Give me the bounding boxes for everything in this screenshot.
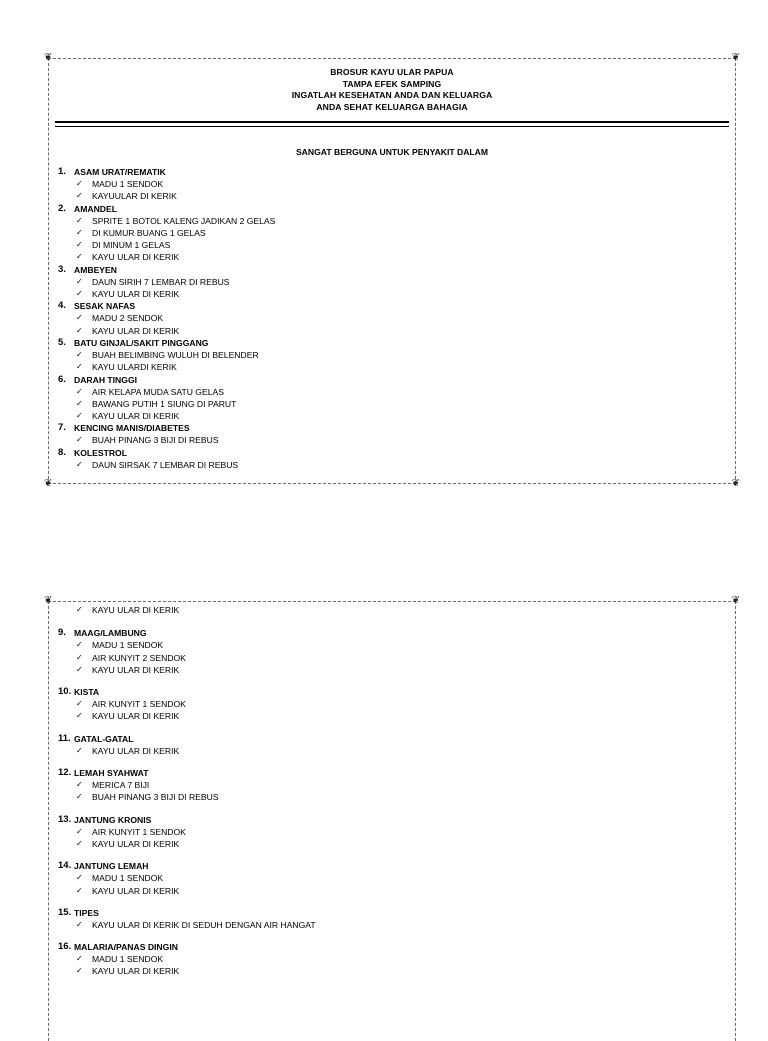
ailment-title (58, 166, 735, 178)
ailment-item (58, 860, 735, 897)
ailment-title (58, 627, 735, 639)
checkmark-icon: ✓ (76, 215, 83, 225)
checkmark-icon: ✓ (76, 605, 83, 614)
remedy-step (58, 386, 735, 398)
section-subtitle: SANGAT BERGUNA UNTUK PENYAKIT DALAM (295, 147, 489, 157)
checkmark-icon: ✓ (76, 289, 83, 299)
checkmark-icon: ✓ (76, 711, 83, 721)
corner-ornament-icon: ❦ (731, 478, 740, 489)
ailment-number: 9. (58, 627, 66, 639)
ailment-item (58, 941, 735, 978)
ailment-title (58, 264, 735, 276)
ailment-title (58, 941, 735, 953)
remedy-step-text: DI KUMUR BUANG 1 GELAS (92, 227, 206, 238)
remedy-step-text: MADU 1 SENDOK (92, 179, 164, 189)
ailment-item (58, 337, 735, 374)
remedy-step (58, 698, 735, 710)
heading-line: BROSUR KAYU ULAR PAPUA (330, 67, 454, 77)
remedy-step (58, 178, 735, 190)
remedy-step (58, 965, 735, 977)
remedy-step-text: BUAH PINANG 3 BIJI DI REBUS (92, 792, 219, 803)
remedy-step (58, 885, 735, 897)
remedy-step-text: KAYU ULAR DI KERIK (92, 252, 180, 263)
checkmark-icon: ✓ (76, 179, 83, 188)
remedy-step-text: KAYU ULAR DI KERIK (92, 885, 180, 896)
remedy-step (58, 227, 735, 239)
checkmark-icon: ✓ (76, 885, 83, 895)
ailment-number: 1. (58, 166, 66, 177)
heading-divider (55, 121, 729, 127)
corner-ornament-icon: ❦ (731, 52, 740, 63)
brochure-page-2 (44, 595, 740, 1041)
checkmark-icon: ✓ (76, 191, 83, 201)
remedy-step (58, 398, 735, 410)
checkmark-icon: ✓ (76, 873, 83, 883)
remedy-step-text: SPRITE 1 BOTOL KALENG JADIKAN 2 GELAS (92, 215, 276, 226)
ailment-title-text: AMBEYEN (74, 264, 117, 275)
ailment-title (58, 733, 735, 745)
remedy-step-text: KAYU ULAR DI KERIK (92, 711, 180, 722)
checkmark-icon: ✓ (76, 362, 83, 372)
remedy-step (58, 919, 735, 931)
ailment-number: 7. (58, 422, 66, 434)
ailment-number: 11. (58, 732, 71, 744)
checkmark-icon: ✓ (76, 792, 83, 802)
checkmark-icon: ✓ (76, 664, 83, 674)
ailment-title-text: GATAL-GATAL (74, 733, 134, 744)
ailment-title (58, 203, 735, 215)
ailment-item (58, 733, 735, 757)
ailment-item (58, 300, 735, 337)
ailment-item (58, 374, 735, 423)
remedy-step (58, 288, 735, 300)
remedy-step (58, 361, 735, 373)
checkmark-icon: ✓ (76, 411, 83, 421)
remedy-step (58, 215, 735, 227)
checkmark-icon: ✓ (76, 240, 83, 250)
checkmark-icon: ✓ (76, 919, 83, 929)
remedy-step (58, 745, 735, 757)
remedy-step (58, 459, 735, 471)
ailment-item (58, 686, 735, 723)
remedy-step (58, 410, 735, 422)
ailment-number: 8. (58, 446, 66, 458)
remedy-step (58, 953, 735, 965)
ailment-title-text: MAAG/LAMBUNG (74, 628, 147, 639)
checkmark-icon: ✓ (76, 398, 83, 408)
remedy-step-text: MADU 1 SENDOK (92, 640, 164, 651)
remedy-step (58, 779, 735, 791)
brochure-heading (49, 67, 735, 113)
remedy-step-text: KAYU ULAR DI KERIK (92, 745, 180, 756)
checkmark-icon: ✓ (76, 826, 83, 836)
ailment-title (58, 300, 735, 312)
ailment-item (58, 447, 735, 471)
remedy-step (58, 652, 735, 664)
checkmark-icon: ✓ (76, 349, 83, 359)
ailment-item (58, 907, 735, 931)
remedy-step-text: DAUN SIRIH 7 LEMBAR DI REBUS (92, 276, 230, 287)
remedy-step (58, 190, 735, 202)
ailment-title (58, 337, 735, 349)
ailment-title (58, 686, 735, 698)
checkmark-icon: ✓ (76, 252, 83, 262)
remedy-step (58, 604, 735, 616)
checkmark-icon: ✓ (76, 325, 83, 335)
corner-ornament-icon: ❦ (731, 595, 740, 606)
checkmark-icon: ✓ (76, 276, 83, 286)
remedy-step-text: AIR KELAPA MUDA SATU GELAS (92, 386, 224, 397)
remedy-step-text: KAYUULAR DI KERIK (92, 191, 177, 202)
ailment-list (58, 604, 735, 978)
remedy-step-text: BUAH BELIMBING WULUH DI BELENDER (92, 349, 259, 360)
ailment-number: 10. (58, 686, 72, 698)
ailment-title-text: KISTA (74, 687, 100, 698)
checkmark-icon: ✓ (76, 838, 83, 848)
remedy-step-text: DAUN SIRSAK 7 LEMBAR DI REBUS (92, 459, 239, 470)
remedy-step (58, 838, 735, 850)
remedy-step (58, 434, 735, 446)
ailment-number: 3. (58, 263, 66, 275)
remedy-step (58, 325, 735, 337)
checkmark-icon: ✓ (76, 780, 83, 790)
remedy-step-text: KAYU ULAR DI KERIK (92, 664, 180, 675)
ailment-number: 16. (58, 941, 72, 953)
checkmark-icon: ✓ (76, 699, 83, 709)
remedy-step-text: AIR KUNYIT 2 SENDOK (92, 652, 186, 663)
checkmark-icon: ✓ (76, 386, 83, 396)
ailment-item (58, 264, 735, 301)
ailment-item (58, 203, 735, 264)
heading-line: TAMPA EFEK SAMPING (342, 78, 442, 89)
corner-ornament-icon: ❦ (44, 595, 53, 606)
remedy-step-text: KAYU ULAR DI KERIK DI SEDUH DENGAN AIR HANGAT (92, 919, 316, 930)
heading-line: INGATLAH KESEHATAN ANDA DAN KELUARGA (291, 90, 493, 100)
corner-ornament-icon: ❦ (44, 478, 53, 489)
remedy-step-text: MADU 2 SENDOK (92, 313, 164, 324)
ailment-title (58, 814, 735, 826)
remedy-step-text: KAYU ULAR DI KERIK (92, 411, 180, 422)
remedy-step-text: KAYU ULAR DI KERIK (92, 838, 180, 849)
remedy-step-text: AIR KUNYIT 1 SENDOK (92, 699, 186, 710)
remedy-step (58, 791, 735, 803)
ailment-title (58, 447, 735, 459)
ailment-number: 4. (58, 300, 66, 312)
remedy-step-text: KAYU ULAR DI KERIK (92, 966, 180, 977)
ailment-title-text: AMANDEL (74, 203, 117, 214)
ailment-number: 13. (58, 813, 72, 825)
remedy-step-text: BUAH PINANG 3 BIJI DI REBUS (92, 435, 219, 446)
checkmark-icon: ✓ (76, 966, 83, 976)
checkmark-icon: ✓ (76, 640, 83, 650)
ailment-number: 14. (58, 860, 72, 872)
ailment-number: 6. (58, 373, 66, 385)
ailment-title-text: DARAH TINGGI (74, 374, 138, 385)
checkmark-icon: ✓ (76, 652, 83, 662)
checkmark-icon: ✓ (76, 435, 83, 445)
remedy-step-text: KAYU ULAR DI KERIK (92, 605, 180, 615)
ailment-title-text: SESAK NAFAS (74, 301, 136, 312)
ailment-title-text: BATU GINJAL/SAKIT PINGGANG (74, 337, 209, 348)
ailment-title (58, 860, 735, 872)
ailment-item (58, 814, 735, 851)
remedy-step-text: KAYU ULAR DI KERIK (92, 289, 180, 300)
ailment-number: 5. (58, 336, 66, 348)
ailment-number: 12. (58, 767, 72, 779)
heading-line: ANDA SEHAT KELUARGA BAHAGIA (316, 101, 468, 112)
ailment-title-text: ASAM URAT/REMATIK (74, 167, 166, 177)
remedy-step-text: KAYU ULAR DI KERIK (92, 325, 180, 336)
ailment-item (58, 627, 735, 676)
remedy-step (58, 276, 735, 288)
remedy-step (58, 664, 735, 676)
remedy-step-text: MERICA 7 BIJI (92, 780, 150, 791)
remedy-step (58, 349, 735, 361)
ailment-title-text: JANTUNG KRONIS (74, 814, 152, 825)
ailment-number: 2. (58, 202, 66, 214)
remedy-step (58, 639, 735, 651)
ailment-number: 15. (58, 906, 72, 918)
checkmark-icon: ✓ (76, 313, 83, 323)
brochure-page-1 (44, 52, 740, 489)
ailment-item (58, 422, 735, 446)
ailment-title-text: MALARIA/PANAS DINGIN (74, 942, 178, 953)
ailment-title-text: KOLESTROL (74, 447, 127, 458)
remedy-step (58, 872, 735, 884)
remedy-step-text: BAWANG PUTIH 1 SIUNG DI PARUT (92, 398, 237, 409)
ailment-title (58, 907, 735, 919)
ailment-title (58, 767, 735, 779)
ailment-title-text: LEMAH SYAHWAT (74, 768, 149, 779)
remedy-step (58, 239, 735, 251)
remedy-step-text: MADU 1 SENDOK (92, 954, 164, 965)
checkmark-icon: ✓ (76, 227, 83, 237)
remedy-step-text: MADU 1 SENDOK (92, 873, 164, 884)
ailment-title-text: JANTUNG LEMAH (74, 861, 149, 872)
remedy-step-text: AIR KUNYIT 1 SENDOK (92, 826, 186, 837)
ailment-title (58, 374, 735, 386)
remedy-step-text: DI MINUM 1 GELAS (92, 240, 171, 251)
checkmark-icon: ✓ (76, 954, 83, 964)
remedy-step (58, 826, 735, 838)
checkmark-icon: ✓ (76, 745, 83, 755)
checkmark-icon: ✓ (76, 459, 83, 469)
remedy-step (58, 710, 735, 722)
corner-ornament-icon: ❦ (44, 52, 53, 63)
ailment-title-text: TIPES (74, 907, 99, 918)
remedy-step (58, 312, 735, 324)
ailment-title-text: KENCING MANIS/DIABETES (74, 423, 190, 434)
ailment-item (58, 166, 735, 203)
remedy-step-text: KAYU ULARDI KERIK (92, 362, 177, 373)
ailment-item (58, 767, 735, 804)
ailment-list (58, 166, 735, 471)
ailment-title (58, 422, 735, 434)
remedy-step (58, 251, 735, 263)
